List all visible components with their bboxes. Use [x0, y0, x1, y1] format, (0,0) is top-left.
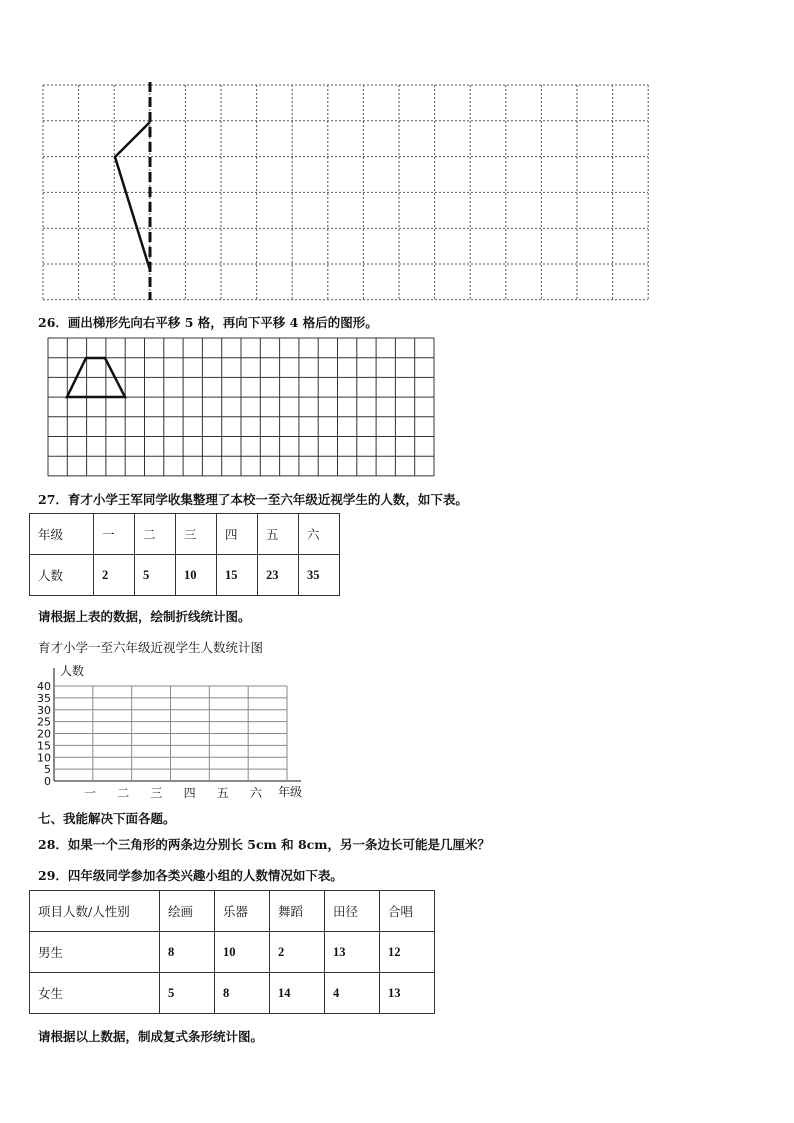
table-cell: 五: [258, 514, 299, 555]
table-cell: 5: [135, 555, 176, 596]
x-tick-label: 六: [249, 786, 263, 800]
table-row: [30, 514, 340, 555]
table-cell: 2: [270, 932, 325, 973]
table-cell: 绘画: [160, 891, 215, 932]
q27-table: [29, 513, 340, 596]
x-tick-label: 四: [183, 786, 196, 800]
q29-table: [29, 890, 435, 1014]
table-cell: 35: [299, 555, 340, 596]
section-heading: 七、我能解决下面各题。: [38, 811, 176, 826]
y-tick-label: 30: [37, 703, 51, 717]
table-cell: 女生: [30, 973, 160, 1014]
table-cell: 男生: [30, 932, 160, 973]
y-tick-label: 10: [37, 751, 51, 765]
table-cell: 15: [217, 555, 258, 596]
y-tick-label: 20: [37, 727, 51, 741]
x-axis-label: 年级: [278, 785, 303, 799]
q26-prompt: 26．画出梯形先向右平移 5 格，再向下平移 4 格后的图形。: [38, 315, 378, 330]
table-row: [30, 932, 435, 973]
table-cell: 乐器: [215, 891, 270, 932]
y-axis-label: 人数: [60, 664, 85, 678]
table-cell: 项目人数/人性别: [30, 891, 160, 932]
table-cell: 二: [135, 514, 176, 555]
x-tick-label: 二: [117, 786, 130, 800]
table-cell: 13: [325, 932, 380, 973]
symmetry-grid-figure: [0, 0, 794, 310]
y-tick-label: 25: [37, 715, 51, 729]
table-cell: 合唱: [380, 891, 435, 932]
q29-instruction: 请根据以上数据，制成复式条形统计图。: [38, 1029, 264, 1044]
table-cell: 4: [325, 973, 380, 1014]
q27-instruction: 请根据上表的数据，绘制折线统计图。: [38, 609, 251, 624]
table-cell: 三: [176, 514, 217, 555]
y-tick-label: 40: [37, 680, 51, 693]
y-tick-label: 5: [44, 763, 51, 777]
blank-line-chart: [30, 660, 330, 810]
table-row: [30, 973, 435, 1014]
y-tick-label: 15: [37, 739, 51, 753]
table-cell: 人数: [30, 555, 94, 596]
table-cell: 2: [94, 555, 135, 596]
table-cell: 田径: [325, 891, 380, 932]
y-tick-label: 35: [37, 691, 51, 705]
half-figure: [115, 122, 150, 270]
table-cell: 23: [258, 555, 299, 596]
table-cell: 10: [176, 555, 217, 596]
table-cell: 12: [380, 932, 435, 973]
table-cell: 年级: [30, 514, 94, 555]
table-cell: 8: [160, 932, 215, 973]
q29-prompt: 29．四年级同学参加各类兴趣小组的人数情况如下表。: [38, 868, 343, 883]
table-cell: 5: [160, 973, 215, 1014]
x-tick-label: 三: [150, 786, 163, 800]
y-tick-label: 0: [44, 775, 51, 788]
table-row: [30, 555, 340, 596]
table-cell: 舞蹈: [270, 891, 325, 932]
table-cell: 一: [94, 514, 135, 555]
q28-prompt: 28．如果一个三角形的两条边分别长 5cm 和 8cm，另一条边长可能是几厘米？: [38, 837, 491, 852]
table-cell: 14: [270, 973, 325, 1014]
table-cell: 四: [217, 514, 258, 555]
q27-prompt: 27．育才小学王军同学收集整理了本校一至六年级近视学生的人数，如下表。: [38, 492, 468, 507]
table-cell: 8: [215, 973, 270, 1014]
table-cell: 10: [215, 932, 270, 973]
table-cell: 六: [299, 514, 340, 555]
trapezoid-grid-figure: [0, 330, 794, 490]
table-cell: 13: [380, 973, 435, 1014]
chart-title: 育才小学一至六年级近视学生人数统计图: [38, 640, 264, 655]
x-tick-label: 一: [83, 786, 97, 800]
table-row: [30, 891, 435, 932]
x-tick-label: 五: [216, 786, 229, 800]
